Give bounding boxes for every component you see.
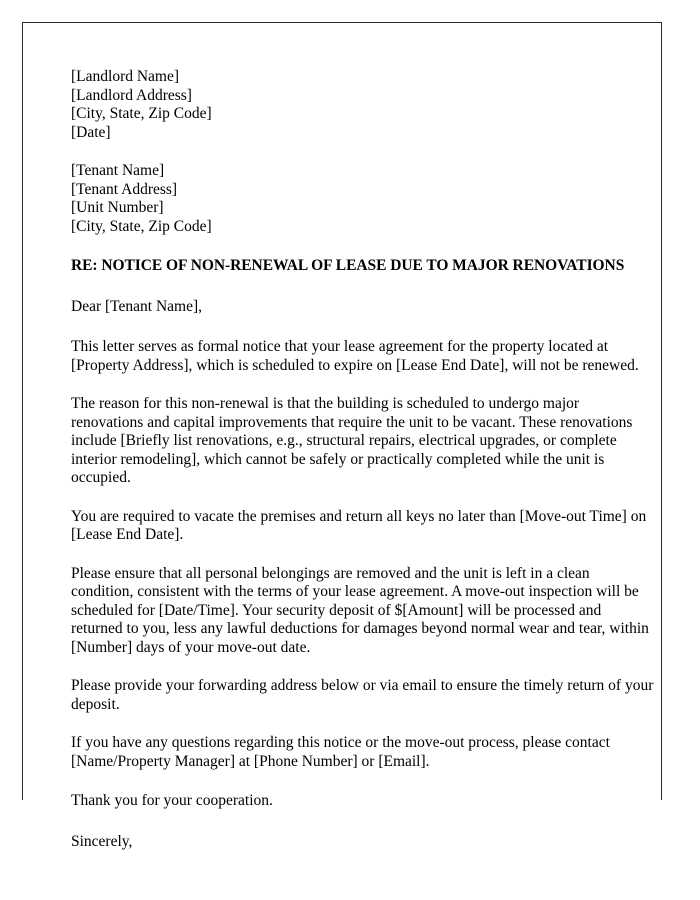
body-paragraph: Please ensure that all personal belongings are removed and the unit is left in a clean condition, consistent with the terms of your lease agreement. A move-out inspection will be scheduled for [Date/Time]. Your security deposit of $[Amount] will be processed and returned to you, less any lawful deductions for damages beyond normal wear and tear, within [Number] days of your move-out date. bbox=[71, 564, 649, 656]
recipient-address-line: [Tenant Address] bbox=[71, 180, 178, 198]
sender-date-line: [Date] bbox=[71, 123, 111, 141]
recipient-address-line: [City, State, Zip Code] bbox=[71, 217, 212, 235]
sender-address-line: [Landlord Name] bbox=[71, 68, 180, 85]
signoff-line: Sincerely, bbox=[71, 833, 133, 850]
subject-line: RE: NOTICE OF NON-RENEWAL OF LEASE DUE TO MAJOR RENOVATIONS bbox=[71, 257, 625, 274]
document-page bbox=[22, 22, 662, 850]
body-paragraph: The reason for this non-renewal is that the building is scheduled to undergo major renovations and capital improvements that require the unit to be vacant. These renovations include [Briefly list renovations, e.g., structural repairs, electrical upgrades, or complete interior remodeling], which cannot be safely or practically completed while the unit is occupied. bbox=[71, 395, 633, 486]
body-paragraph: You are required to vacate the premises and return all keys no later than [Move-out Time] on [Lease End Date]. bbox=[71, 507, 647, 543]
sender-address-line: [City, State, Zip Code] bbox=[71, 105, 212, 122]
body-paragraph: This letter serves as formal notice that your lease agreement for the property located at [Property Address], which is scheduled to expire on [Lease End Date], will not be renewed. bbox=[71, 338, 639, 374]
body-paragraph: If you have any questions regarding this notice or the move-out process, please contact [Name/Property Manager] at [Phone Number] or [Email]. bbox=[71, 734, 610, 770]
recipient-address-line: [Tenant Name] bbox=[71, 162, 165, 179]
sender-address-block bbox=[71, 68, 655, 142]
recipient-address-block bbox=[71, 162, 655, 236]
recipient-unit-line: [Unit Number] bbox=[71, 199, 164, 216]
sender-address-line: [Landlord Address] bbox=[71, 86, 192, 104]
letter-body bbox=[71, 68, 655, 851]
body-paragraph: Please provide your forwarding address below or via email to ensure the timely return of your deposit. bbox=[71, 677, 654, 713]
salutation: Dear [Tenant Name], bbox=[71, 298, 203, 315]
closing-line: Thank you for your cooperation. bbox=[71, 792, 273, 809]
